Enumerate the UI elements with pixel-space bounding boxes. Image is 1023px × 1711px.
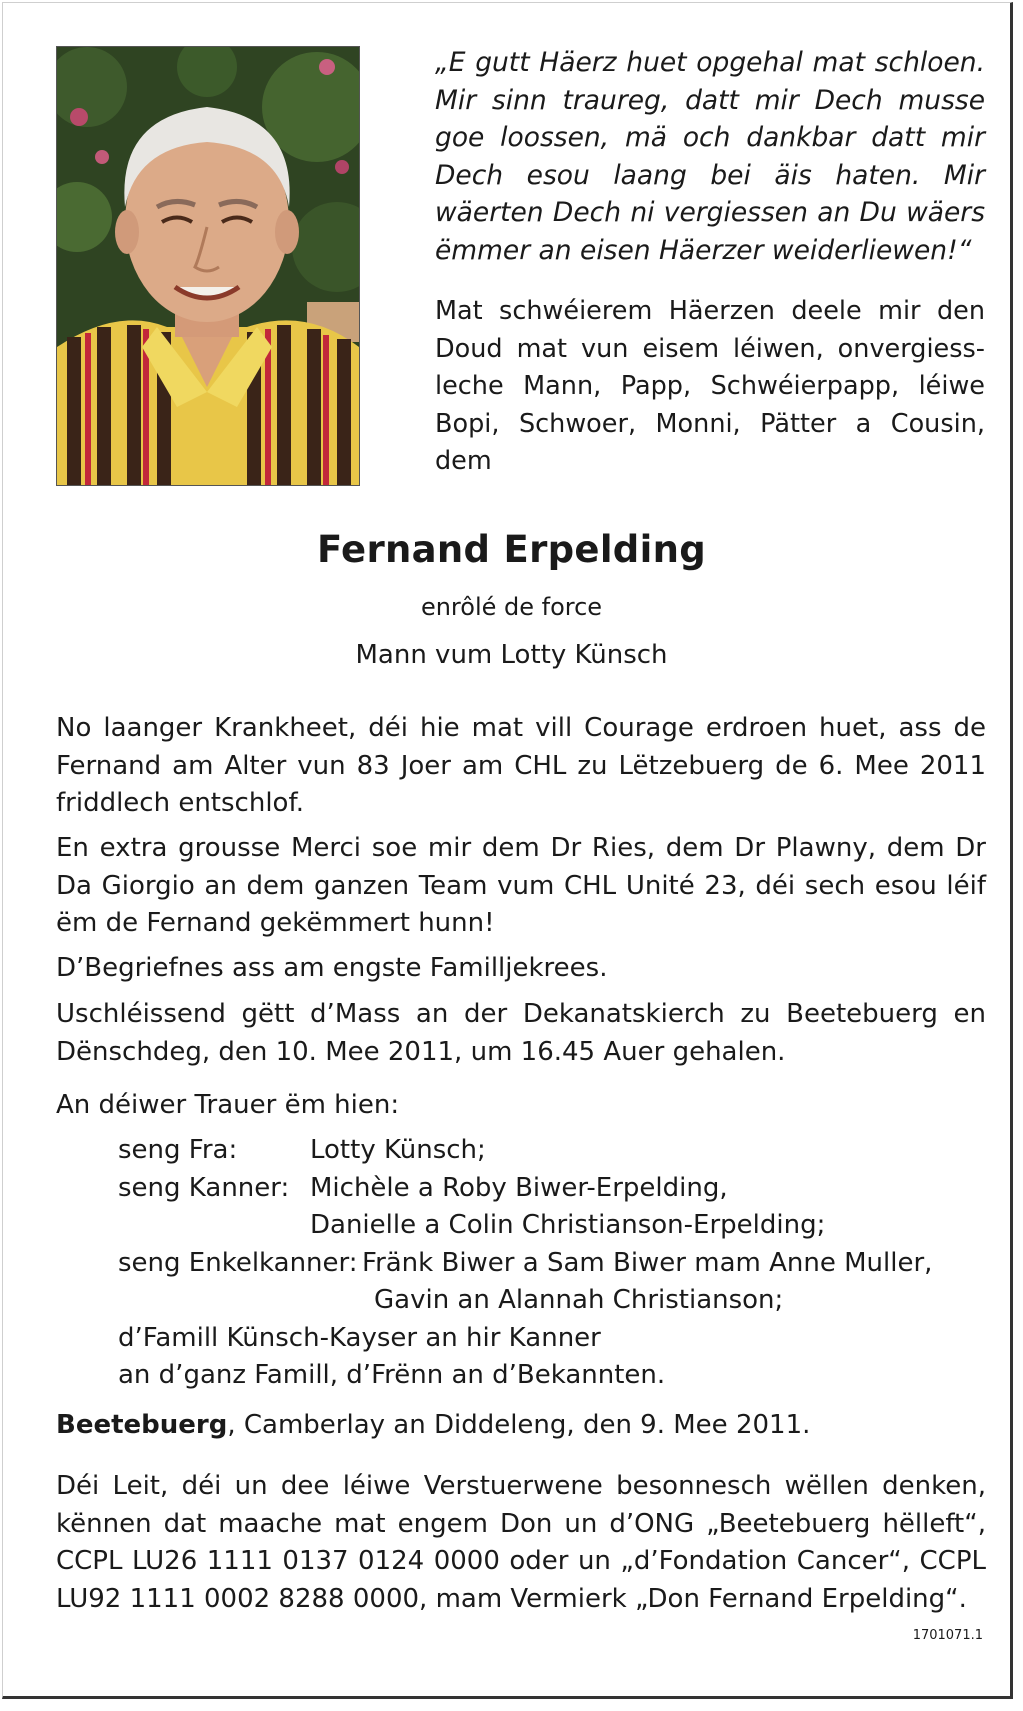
place-date-line [56, 1410, 810, 1440]
mourner-row-family [118, 1320, 665, 1358]
paragraph-mourning-intro: An déiwer Trauer ëm hien: [56, 1090, 400, 1120]
mourner-value: Gavin an Alannah Christianson; [374, 1285, 784, 1315]
paragraph-mass: Uschléissend gëtt d’Mass an der Dekanatskierch zu Beetebuerg en Dënschdeg, den 10. Mee 2011, um 16.45 Auer gehalen. [56, 999, 986, 1067]
mourner-value: Fränk Biwer a Sam Biwer mam Anne Muller, [362, 1247, 933, 1278]
place-name: Beetebuerg [56, 1410, 228, 1440]
deceased-subtitle: enrôlé de force [420, 593, 603, 621]
mourner-line: an d’ganz Famill, d’Frënn an d’Bekannten. [118, 1360, 666, 1390]
portrait-illustration [57, 47, 359, 485]
mourners-list [118, 1132, 933, 1395]
mourner-row-grandchildren [118, 1245, 933, 1283]
spouse-line: Mann vum Lotty Künsch [355, 640, 668, 670]
mourner-row-friends [118, 1357, 665, 1395]
mourner-value: Lotty Künsch; [310, 1135, 486, 1165]
reference-number: 1701071.1 [912, 1628, 983, 1643]
opening-quote: „E gutt Häerz huet opgehal mat schloen. Mir sinn traureg, datt mir Dech musse goe loossen, mä och dankbar datt mir Dech esou laang bei äis haten. Mir wäerten Dech ni vergiessen an Du wäers ëmmer an eisen Häerzer weiderliewen!“ [435, 47, 985, 266]
place-date: , Camberlay an Diddeleng, den 9. Mee 2011. [227, 1410, 811, 1440]
mourner-row-wife [118, 1132, 665, 1170]
mourner-value: Danielle a Colin Christianson-Erpelding; [310, 1210, 826, 1240]
mourner-row-children [118, 1170, 728, 1208]
mourner-label: seng Fra: [118, 1135, 238, 1165]
paragraph-burial: D’Begriefnes ass am engste Familljekrees. [56, 953, 608, 983]
paragraph-thanks: En extra grousse Merci soe mir dem Dr Ries, dem Dr Plawny, dem Dr Da Giorgio an dem ganzen Team vum CHL Unité 23, déi sech esou léif ëm de Fernand gekëmmert hunn! [56, 833, 986, 938]
mourner-row-children-2 [118, 1207, 826, 1245]
mourner-value: Michèle a Roby Biwer-Erpelding, [310, 1172, 728, 1203]
portrait-photo [56, 46, 360, 486]
donation-paragraph: Déi Leit, déi un dee léiwe Verstuerwene besonnesch wëllen denken, kënnen dat maache mat engem Don un d’ONG „Beetebuerg hëlleft“, CCPL LU26 1111 0137 0124 0000 oder un „d’Fondation Cancer“, CCPL LU92 1111 0002 8288 0000, mam Vermierk „Don Fernand Erpelding“. [56, 1471, 986, 1614]
announcement-intro: Mat schwéierem Häerzen deele mir den Doud mat vun eisem léiwen, onvergiess-leche Mann, Papp, Schwéierpapp, léiwe Bopi, Schwoer, Monni, Pätter a Cousin, dem [435, 296, 985, 476]
mourner-label: seng Enkelkanner: [118, 1247, 358, 1278]
mourner-line: d’Famill Künsch-Kayser an hir Kanner [118, 1322, 601, 1353]
deceased-name: Fernand Erpelding [316, 528, 706, 571]
mourner-label: seng Kanner: [118, 1172, 290, 1203]
mourner-row-grandchildren-2 [118, 1282, 784, 1320]
paragraph-passing: No laanger Krankheet, déi hie mat vill Courage erdroen huet, ass de Fernand am Alter vun 83 Joer am CHL zu Lëtzebuerg de 6. Mee 2011 friddlech entschlof. [56, 713, 986, 818]
